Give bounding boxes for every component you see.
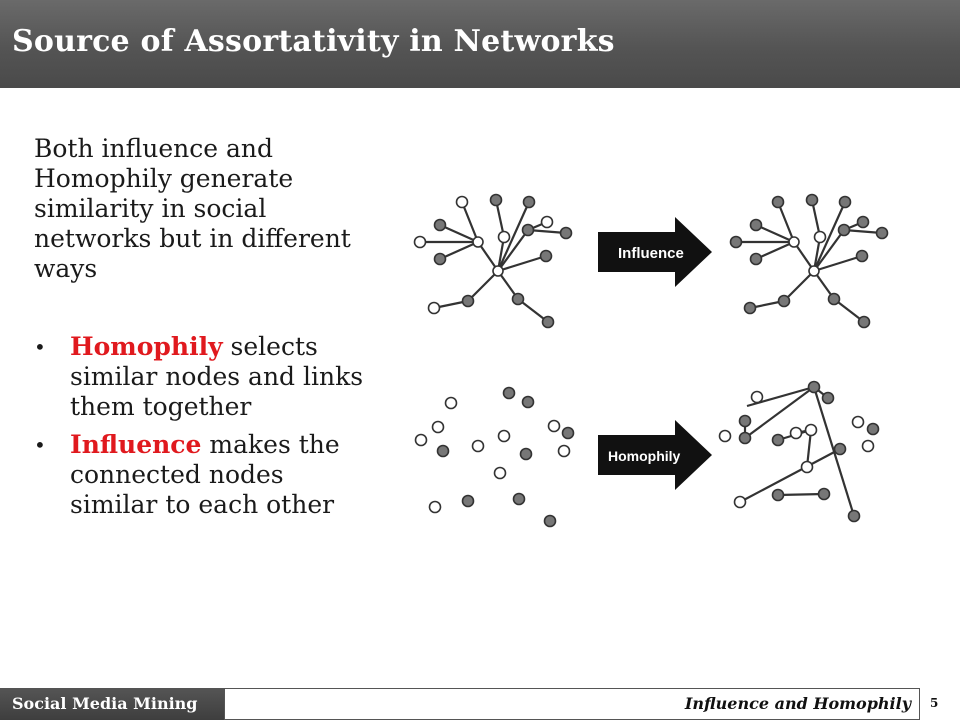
influence-arrow-label: Influence (618, 245, 684, 262)
bullet-influence (34, 430, 364, 520)
footer-chapter-bar (224, 688, 920, 720)
title-bar (0, 0, 960, 88)
network-diagram (400, 170, 900, 550)
homophily-arrow (598, 420, 712, 490)
footer-course-label (0, 688, 224, 720)
body-paragraph: Both influence and Homophily generate similarity in social networks but in different ways (34, 134, 351, 283)
network-after-nodes (731, 195, 888, 328)
linked-network-nodes (720, 382, 879, 522)
bullet-marker: • (34, 335, 46, 359)
footer-chapter-text: Influence and Homophily (684, 694, 911, 713)
bullet-marker: • (34, 433, 46, 457)
bullet-highlight: Homophily (70, 332, 223, 361)
bullet-text: makes the connected nodes similar to each other (70, 430, 340, 519)
homophily-arrow-label: Homophily (608, 448, 681, 464)
footer-course-text: Social Media Mining (12, 694, 198, 713)
network-before-nodes (415, 195, 572, 328)
bullet-highlight: Influence (70, 430, 202, 459)
scattered-nodes-before-homophily (416, 388, 574, 527)
influence-arrow (598, 217, 712, 287)
bullet-text: selects similar nodes and links them together (70, 332, 364, 421)
bullet-homophily (34, 332, 364, 422)
bullet-list (34, 332, 364, 528)
page-number: 5 (930, 696, 939, 710)
slide-title: Source of Assortativity in Networks (12, 24, 615, 59)
